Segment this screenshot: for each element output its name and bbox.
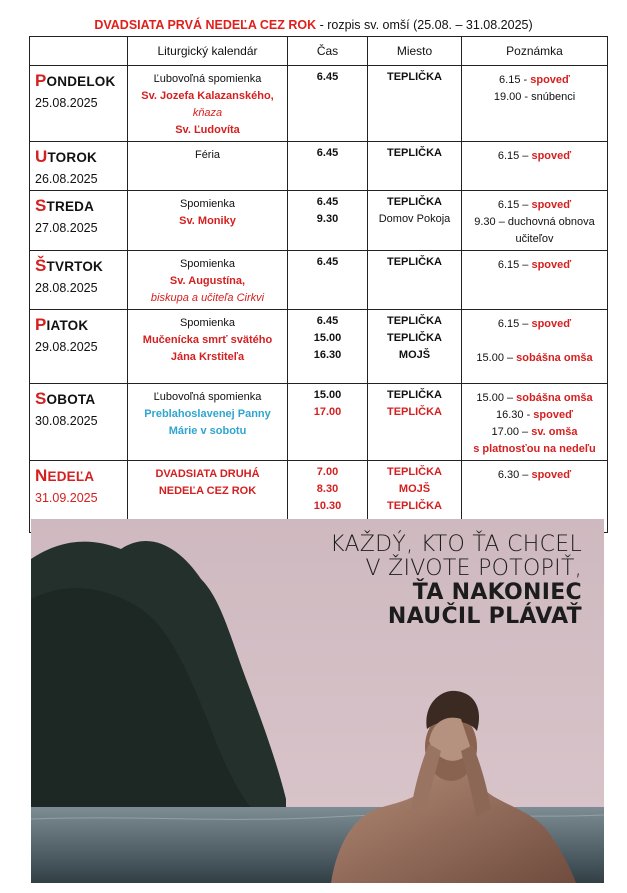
note-part: 15.00 – xyxy=(476,392,517,404)
note-line xyxy=(464,214,605,231)
note-part: 19.00 - snúbenci xyxy=(493,91,576,103)
liturgy-cell xyxy=(128,384,288,461)
mass-time: 16.30 xyxy=(313,349,342,361)
note-line xyxy=(464,424,605,441)
note-part: spoveď xyxy=(531,259,572,271)
note-line xyxy=(464,316,605,333)
day-initial: P xyxy=(35,315,47,334)
day-date: 25.08.2025 xyxy=(35,96,98,110)
mass-time: 6.45 xyxy=(316,256,339,268)
liturgy-cell xyxy=(128,310,288,384)
liturgy-cell xyxy=(128,191,288,251)
time-cell xyxy=(288,191,368,251)
day-name xyxy=(35,467,123,485)
day-date: 29.08.2025 xyxy=(35,340,98,354)
table-row xyxy=(30,310,608,384)
day-cell xyxy=(30,384,128,461)
note-part: 6.30 – xyxy=(497,469,532,481)
note-part: spoveď xyxy=(530,74,570,86)
day-date: 26.08.2025 xyxy=(35,172,98,186)
day-initial: Š xyxy=(35,256,47,275)
note-part: 17.00 – xyxy=(491,426,532,438)
day-name xyxy=(35,257,123,275)
table-row xyxy=(30,384,608,461)
liturgy-line: biskupa a učiteľa Cirkvi xyxy=(150,292,265,304)
note-line xyxy=(464,231,605,248)
note-cell xyxy=(462,191,608,251)
day-name-rest: EDEĽA xyxy=(47,469,95,484)
mass-time: 6.45 xyxy=(316,196,339,208)
table-row xyxy=(30,191,608,251)
mass-place: TEPLIČKA xyxy=(387,466,442,478)
liturgy-line: Sv. Augustína, xyxy=(169,275,246,287)
mass-place: MOJŠ xyxy=(398,483,431,495)
quote-text xyxy=(330,533,582,629)
liturgy-line: Sv. Moniky xyxy=(179,215,236,227)
note-part: 16.30 - xyxy=(495,409,534,421)
note-part: sobášna omša xyxy=(516,392,593,404)
table-row xyxy=(30,66,608,142)
mass-place: TEPLIČKA xyxy=(387,196,442,208)
mass-time: 7.00 xyxy=(316,466,339,478)
note-part: spoveď xyxy=(531,199,572,211)
column-header-liturgy: Liturgický kalendár xyxy=(128,37,288,66)
page-title: DVADSIATA PRVÁ NEDEĽA CEZ ROK xyxy=(94,18,317,32)
note-cell xyxy=(462,310,608,384)
note-line xyxy=(464,441,605,458)
day-cell xyxy=(30,310,128,384)
time-cell xyxy=(288,142,368,191)
note-part: spoveď xyxy=(531,150,572,162)
mass-time: 6.45 xyxy=(316,315,339,327)
mass-time: 8.30 xyxy=(316,483,339,495)
schedule-table xyxy=(29,36,608,533)
note-line xyxy=(464,407,605,424)
table-row xyxy=(30,142,608,191)
note-line xyxy=(464,257,605,274)
time-cell xyxy=(288,384,368,461)
mass-place: TEPLIČKA xyxy=(387,406,442,418)
table-header-row xyxy=(30,37,608,66)
note-part: 6.15 - xyxy=(499,74,531,86)
day-date: 31.09.2025 xyxy=(35,491,98,505)
note-cell xyxy=(462,251,608,310)
quote-line-1: KAŽDÝ, KTO ŤA CHCEL xyxy=(330,532,582,557)
mass-time: 17.00 xyxy=(313,406,342,418)
note-line xyxy=(464,350,605,367)
table-row xyxy=(30,251,608,310)
column-header-place: Miesto xyxy=(368,37,462,66)
day-name xyxy=(35,390,123,408)
day-cell xyxy=(30,142,128,191)
note-part: 6.15 – xyxy=(497,259,532,271)
note-cell xyxy=(462,66,608,142)
day-name-rest: TVRTOK xyxy=(46,259,103,274)
mass-time: 6.45 xyxy=(316,71,339,83)
day-cell xyxy=(30,191,128,251)
mass-time: 10.30 xyxy=(313,500,342,512)
note-line xyxy=(464,333,605,350)
quote-line-3: ŤA NAKONIEC xyxy=(412,580,582,605)
liturgy-line: Preblahoslavenej Panny xyxy=(144,408,271,420)
note-part: sobášna omša xyxy=(516,352,593,364)
note-line xyxy=(464,197,605,214)
liturgy-line: Spomienka xyxy=(179,198,236,210)
liturgy-line: Sv. Ľudovíta xyxy=(175,124,240,136)
place-cell xyxy=(368,66,462,142)
liturgy-line: Jána Krstiteľa xyxy=(170,351,245,363)
note-part: 15.00 – xyxy=(476,352,517,364)
motivational-photo xyxy=(31,519,604,883)
header-empty-cell xyxy=(30,37,128,66)
column-header-note: Poznámka xyxy=(462,37,608,66)
liturgy-line: Ľubovoľná spomienka xyxy=(153,391,262,403)
liturgy-line: Sv. Jozefa Kalazanského, xyxy=(141,90,274,102)
day-name-rest: ONDELOK xyxy=(46,74,116,89)
note-part: sv. omša xyxy=(531,426,578,438)
note-part: učiteľov xyxy=(515,233,554,245)
place-cell xyxy=(368,191,462,251)
day-initial: U xyxy=(35,147,48,166)
note-part: s platnosťou na nedeľu xyxy=(473,443,596,455)
mass-time: 15.00 xyxy=(313,389,342,401)
mass-place: TEPLIČKA xyxy=(387,500,442,512)
note-line xyxy=(464,72,605,89)
time-cell xyxy=(288,66,368,142)
day-name-rest: IATOK xyxy=(46,318,89,333)
liturgy-line: Ľubovoľná spomienka xyxy=(153,73,262,85)
liturgy-line: Spomienka xyxy=(179,258,236,270)
quote-line-4: NAUČIL PLÁVAŤ xyxy=(387,604,582,629)
mass-time: 6.45 xyxy=(316,147,339,159)
day-initial: P xyxy=(35,71,47,90)
note-part: 9.30 – duchovná obnova xyxy=(474,216,595,228)
liturgy-line: NEDEĽA CEZ ROK xyxy=(158,485,257,497)
note-part: 6.15 – xyxy=(497,199,532,211)
column-header-time: Čas xyxy=(288,37,368,66)
day-name-rest: TOROK xyxy=(47,150,97,165)
page-subtitle: - rozpis sv. omší (25.08. – 31.08.2025) xyxy=(316,18,533,32)
mass-place: TEPLIČKA xyxy=(387,315,442,327)
liturgy-line: kňaza xyxy=(192,107,223,119)
place-cell xyxy=(368,384,462,461)
day-cell xyxy=(30,251,128,310)
note-line xyxy=(464,148,605,165)
liturgy-line: Spomienka xyxy=(179,317,236,329)
note-cell xyxy=(462,384,608,461)
note-part: spoveď xyxy=(533,409,573,421)
liturgy-line: DVADSIATA DRUHÁ xyxy=(155,468,260,480)
note-line xyxy=(464,89,605,106)
quote-line-2: V ŽIVOTE POTOPIŤ, xyxy=(365,556,582,581)
schedule-body xyxy=(30,66,608,533)
mass-time: 15.00 xyxy=(313,332,342,344)
day-initial: N xyxy=(35,466,48,485)
day-date: 28.08.2025 xyxy=(35,281,98,295)
note-cell xyxy=(462,142,608,191)
note-line xyxy=(464,467,605,484)
day-date: 27.08.2025 xyxy=(35,221,98,235)
mass-place: MOJŠ xyxy=(398,349,431,361)
day-initial: S xyxy=(35,196,47,215)
liturgy-line: Márie v sobotu xyxy=(168,425,247,437)
note-part: 6.15 – xyxy=(497,150,532,162)
note-part: spoveď xyxy=(531,469,572,481)
liturgy-line: Féria xyxy=(194,149,221,161)
mass-place: TEPLIČKA xyxy=(387,147,442,159)
mass-place: TEPLIČKA xyxy=(387,71,442,83)
day-name-rest: OBOTA xyxy=(46,392,96,407)
day-cell xyxy=(30,66,128,142)
liturgy-cell xyxy=(128,66,288,142)
mass-place: TEPLIČKA xyxy=(387,389,442,401)
day-initial: S xyxy=(35,389,47,408)
day-date: 30.08.2025 xyxy=(35,414,98,428)
day-name xyxy=(35,72,123,90)
mass-time: 9.30 xyxy=(316,213,339,225)
day-name xyxy=(35,316,123,334)
place-cell xyxy=(368,251,462,310)
liturgy-line: Mučenícka smrť svätého xyxy=(142,334,273,346)
note-part: 6.15 – xyxy=(497,318,532,330)
day-name-rest: TREDA xyxy=(46,199,95,214)
note-part: spoveď xyxy=(531,318,572,330)
place-cell xyxy=(368,142,462,191)
place-cell xyxy=(368,310,462,384)
liturgy-cell xyxy=(128,142,288,191)
liturgy-cell xyxy=(128,251,288,310)
note-line xyxy=(464,390,605,407)
day-name xyxy=(35,197,123,215)
mass-place: Domov Pokoja xyxy=(378,213,451,225)
page-header xyxy=(0,16,627,34)
day-name xyxy=(35,148,123,166)
mass-place: TEPLIČKA xyxy=(387,256,442,268)
time-cell xyxy=(288,310,368,384)
mass-place: TEPLIČKA xyxy=(387,332,442,344)
time-cell xyxy=(288,251,368,310)
